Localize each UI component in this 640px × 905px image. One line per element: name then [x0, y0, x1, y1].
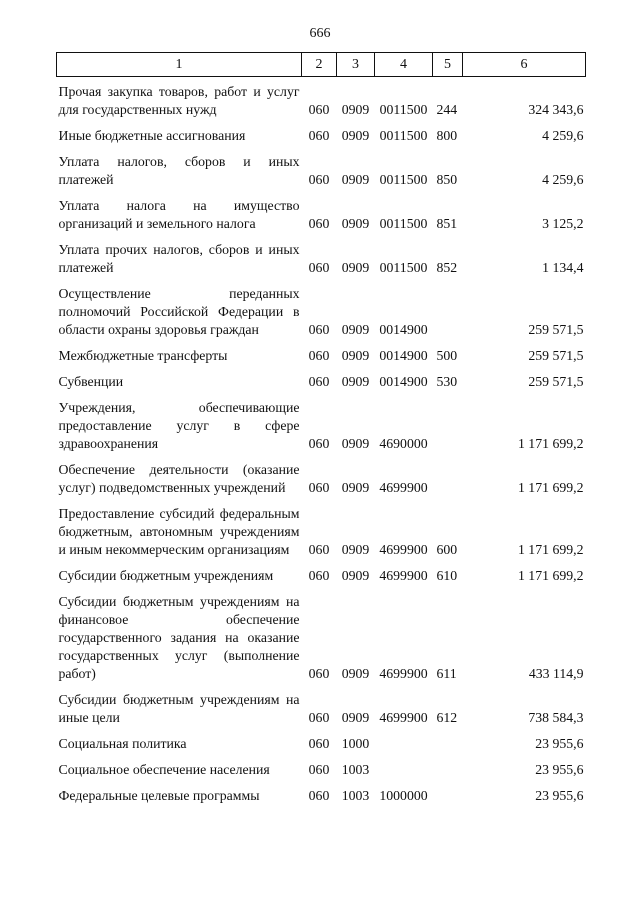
amount: 1 171 699,2: [517, 480, 584, 495]
expense-type-code: 600: [436, 542, 458, 557]
amount: 433 114,9: [528, 666, 584, 681]
section-code: 0909: [341, 260, 370, 275]
expenditure-name: Уплата налога на имущество организаций и земельного налога: [58, 198, 300, 231]
section-code: 0909: [341, 374, 370, 389]
expense-type-code: 850: [436, 172, 458, 187]
section-code: 0909: [341, 542, 370, 557]
table-row: [57, 77, 586, 124]
table-row: [57, 369, 586, 395]
table-row: [57, 395, 586, 457]
amount: 738 584,3: [528, 710, 584, 725]
ministry-code: 060: [308, 128, 330, 143]
expense-type-code: 530: [436, 374, 458, 389]
expense-type-code: 244: [436, 102, 458, 117]
expense-type-code: 800: [436, 128, 458, 143]
expenditure-name: Осуществление переданных полномочий Российской Федерации в области охраны здоровья граждан: [58, 286, 300, 337]
amount: 259 571,5: [528, 374, 584, 389]
target-article-code: 4690000: [379, 436, 428, 451]
amount: 259 571,5: [528, 322, 584, 337]
ministry-code: 060: [308, 762, 330, 777]
amount: 1 171 699,2: [517, 542, 584, 557]
amount: 23 955,6: [535, 762, 584, 777]
section-code: 0909: [341, 172, 370, 187]
column-header: 5: [433, 53, 463, 77]
section-code: 0909: [341, 322, 370, 337]
column-header: 3: [337, 53, 375, 77]
expense-type-code: 852: [436, 260, 458, 275]
target-article-code: [375, 731, 433, 757]
ministry-code: 060: [308, 436, 330, 451]
expenditure-name: Учреждения, обеспечивающие предоставление услуг в сфере здравоохранения: [58, 400, 300, 451]
amount: 4 259,6: [542, 172, 584, 187]
table-row: [57, 731, 586, 757]
expenditure-name: Иные бюджетные ассигнования: [58, 128, 246, 143]
section-code: 0909: [341, 666, 370, 681]
amount: 4 259,6: [542, 128, 584, 143]
target-article-code: 1000000: [379, 788, 428, 803]
expense-type-code: 612: [436, 710, 458, 725]
target-article-code: [375, 757, 433, 783]
table-row: [57, 457, 586, 501]
ministry-code: 060: [308, 322, 330, 337]
section-code: 0909: [341, 436, 370, 451]
expenditure-name: Субсидии бюджетным учреждениям: [58, 568, 274, 583]
column-header: 1: [57, 53, 302, 77]
table-row: [57, 149, 586, 193]
page-number: 666: [309, 26, 331, 41]
amount: 1 134,4: [542, 260, 584, 275]
expenditure-name: Социальное обеспечение населения: [58, 762, 270, 777]
table-row: [57, 501, 586, 563]
ministry-code: 060: [308, 102, 330, 117]
table-row: [57, 281, 586, 343]
expense-type-code: 851: [436, 216, 458, 231]
expense-type-code: [433, 395, 463, 457]
expense-type-code: [433, 757, 463, 783]
table-row: [57, 193, 586, 237]
section-code: 0909: [341, 348, 370, 363]
amount: 259 571,5: [528, 348, 584, 363]
section-code: 0909: [341, 216, 370, 231]
section-code: 0909: [341, 568, 370, 583]
table-row: [57, 237, 586, 281]
ministry-code: 060: [308, 542, 330, 557]
amount: 3 125,2: [542, 216, 584, 231]
section-code: 1003: [341, 788, 370, 803]
ministry-code: 060: [308, 374, 330, 389]
target-article-code: 0014900: [379, 374, 428, 389]
expenditure-name: Субвенции: [58, 374, 124, 389]
amount: 23 955,6: [535, 788, 584, 803]
column-header: 4: [375, 53, 433, 77]
section-code: 0909: [341, 128, 370, 143]
table-row: [57, 687, 586, 731]
target-article-code: 0011500: [379, 128, 428, 143]
target-article-code: 4699900: [379, 568, 428, 583]
ministry-code: 060: [308, 710, 330, 725]
table-row: [57, 757, 586, 783]
expenditure-name: Субсидии бюджетным учреждениям на финансовое обеспечение государственного задания на оказание государственных услуг (выполнение работ): [58, 594, 300, 681]
target-article-code: 0011500: [379, 102, 428, 117]
section-code: 1003: [341, 762, 370, 777]
ministry-code: 060: [308, 666, 330, 681]
expense-type-code: [433, 731, 463, 757]
expenditure-name: Субсидии бюджетным учреждениям на иные цели: [58, 692, 300, 725]
table-header-row: [57, 53, 586, 77]
ministry-code: 060: [308, 216, 330, 231]
column-header: 6: [463, 53, 586, 77]
target-article-code: 0011500: [379, 216, 428, 231]
expenditure-name: Федеральные целевые программы: [58, 788, 260, 803]
expense-type-code: 610: [436, 568, 458, 583]
expenditure-name: Уплата прочих налогов, сборов и иных платежей: [58, 242, 300, 275]
table-body: [57, 77, 586, 810]
ministry-code: 060: [308, 348, 330, 363]
target-article-code: 4699900: [379, 710, 428, 725]
ministry-code: 060: [308, 260, 330, 275]
column-header: 2: [302, 53, 337, 77]
table-row: [57, 589, 586, 687]
table-row: [57, 783, 586, 809]
section-code: 0909: [341, 480, 370, 495]
expense-type-code: [433, 281, 463, 343]
ministry-code: 060: [308, 568, 330, 583]
expense-type-code: [433, 783, 463, 809]
table-row: [57, 343, 586, 369]
target-article-code: 0011500: [379, 260, 428, 275]
expense-type-code: 500: [436, 348, 458, 363]
section-code: 1000: [341, 736, 370, 751]
target-article-code: 0014900: [379, 322, 428, 337]
budget-table: [56, 52, 586, 809]
expenditure-name: Уплата налогов, сборов и иных платежей: [58, 154, 300, 187]
amount: 1 171 699,2: [517, 436, 584, 451]
ministry-code: 060: [308, 480, 330, 495]
amount: 1 171 699,2: [517, 568, 584, 583]
expense-type-code: [433, 457, 463, 501]
amount: 324 343,6: [528, 102, 584, 117]
target-article-code: 4699900: [379, 666, 428, 681]
expenditure-name: Обеспечение деятельности (оказание услуг) подведомственных учреждений: [58, 462, 300, 495]
expenditure-name: Предоставление субсидий федеральным бюджетным, автономным учреждениям и иным некоммерческим организациям: [58, 506, 300, 557]
target-article-code: 0014900: [379, 348, 428, 363]
ministry-code: 060: [308, 788, 330, 803]
expenditure-name: Социальная политика: [58, 736, 187, 751]
section-code: 0909: [341, 102, 370, 117]
amount: 23 955,6: [535, 736, 584, 751]
target-article-code: 0011500: [379, 172, 428, 187]
table-row: [57, 123, 586, 149]
section-code: 0909: [341, 710, 370, 725]
target-article-code: 4699900: [379, 542, 428, 557]
expense-type-code: 611: [436, 666, 457, 681]
ministry-code: 060: [308, 736, 330, 751]
table-row: [57, 563, 586, 589]
target-article-code: 4699900: [379, 480, 428, 495]
expenditure-name: Прочая закупка товаров, работ и услуг для государственных нужд: [58, 84, 300, 117]
expenditure-name: Межбюджетные трансферты: [58, 348, 228, 363]
ministry-code: 060: [308, 172, 330, 187]
